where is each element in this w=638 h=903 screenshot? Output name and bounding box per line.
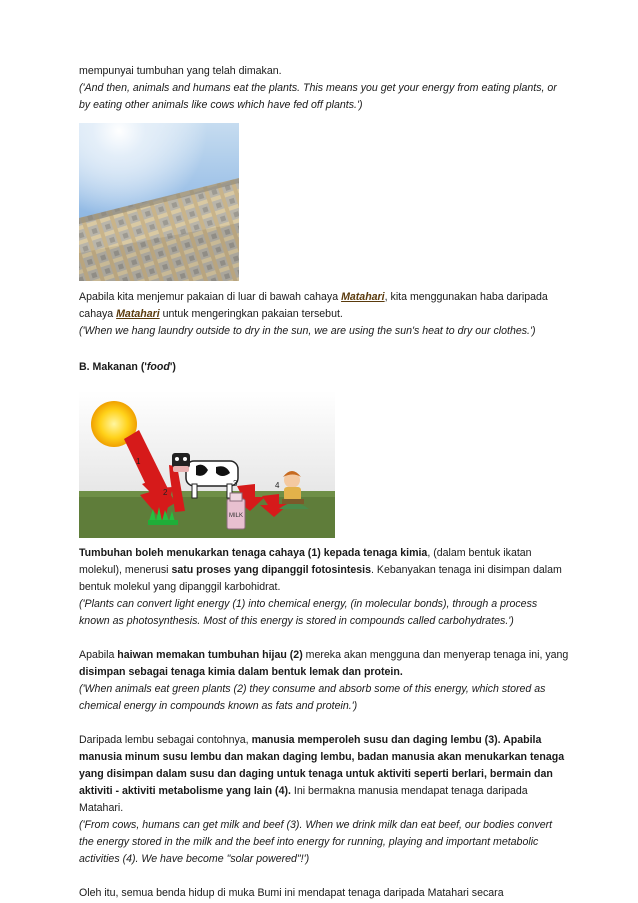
body-text: Daripada lembu sebagai contohnya, manusia memperoleh susu dan daging lembu (3). Apabila manusia minum susu lembu dan makan daging lembu, badan manusia akan menukarkan tenaga yang disimpan dalam susu dan daging untuk tenaga untuk aktiviti seperti berlari, bermain dan aktiviti - aktiviti metabolisme yang lain (4). Ini bermakna manusia mendapat tenaga daripada Matahari. <box>79 734 565 814</box>
label-1: 1 <box>136 457 141 466</box>
body-text: Apabila kita menjemur pakaian di luar di bawah cahaya Matahari, kita menggunakan haba daripada cahaya Matahari untuk mengeringkan pakaian tersebut. <box>79 291 548 320</box>
label-2: 2 <box>163 488 168 497</box>
food-chain-illustration <box>79 391 335 538</box>
paragraph-humans <box>79 732 569 868</box>
paragraph-animals <box>79 647 569 715</box>
paragraph-laundry <box>79 289 569 340</box>
paragraph-photosynthesis <box>79 545 569 630</box>
body-text: mempunyai tumbuhan yang telah dimakan. <box>79 65 282 77</box>
english-translation: ('From cows, humans can get milk and beef (3). When we drink milk dan eat beef, our bodies convert the energy stored in the milk and the beef into energy for running, playing and important metabolic activities (4). We have become "solar powered"!') <box>79 819 553 865</box>
section-heading: B. Makanan ('food') <box>79 361 176 373</box>
english-translation: ('When we hang laundry outside to dry in the sun, we are using the sun's heat to dry our clothes.') <box>79 325 536 337</box>
english-translation: ('Plants can convert light energy (1) into chemical energy, (in molecular bonds), through a process known as photosynthesis. Most of this energy is stored in compounds called carbohydrates.') <box>79 598 538 627</box>
matahari-link[interactable]: Matahari <box>116 308 160 320</box>
body-text: Tumbuhan boleh menukarkan tenaga cahaya (1) kepada tenaga kimia, (dalam bentuk ikatan molekul), menerusi satu proses yang dipanggil fotosintesis. Kebanyakan tenaga ini disimpan dalam bentuk molekul yang dipanggil karbohidrat. <box>79 547 562 593</box>
label-3: 3 <box>233 479 238 488</box>
paragraph-intro <box>79 63 569 114</box>
label-4: 4 <box>275 481 280 490</box>
english-translation: ('And then, animals and humans eat the plants. This means you get your energy from eating plants, or by eating other animals like cows which have fed off plants.') <box>79 82 557 111</box>
milk-label: MILK <box>228 513 244 519</box>
laundry-photo <box>79 123 239 281</box>
body-text: Apabila haiwan memakan tumbuhan hijau (2) mereka akan mengguna dan menyerap tenaga ini, yang disimpan sebagai tenaga kimia dalam bentuk lemak dan protein. <box>79 649 569 678</box>
body-text: Oleh itu, semua benda hidup di muka Bumi ini mendapat tenaga daripada Matahari secara <box>79 887 504 899</box>
document-page <box>79 63 569 902</box>
english-translation: ('When animals eat green plants (2) they consume and absorb some of this energy, which stored as chemical energy in compounds known as fats and protein.') <box>79 683 546 712</box>
matahari-link[interactable]: Matahari <box>341 291 385 303</box>
